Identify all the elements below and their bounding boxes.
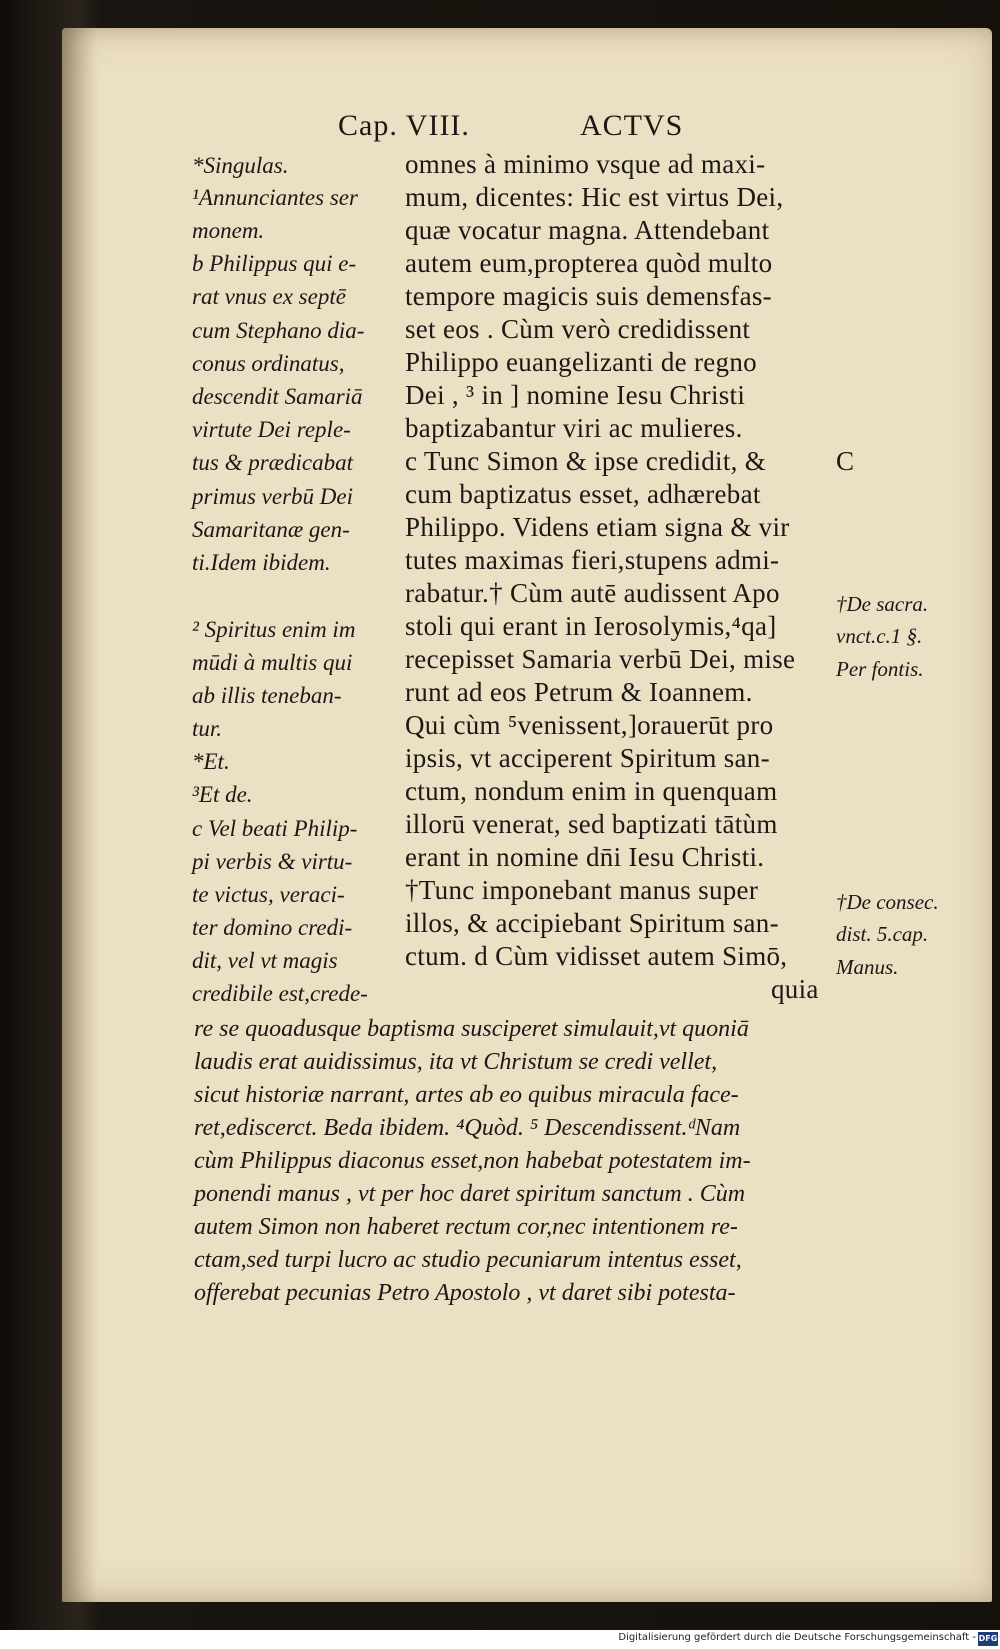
- footnote-line: ret,ediscerct. Beda ibidem. ⁴Quòd. ⁵ Descendissent.ᵈNam: [194, 1115, 741, 1141]
- cross-reference-note: Manus.: [836, 955, 899, 979]
- text-line: autem eum,propterea quòd multo: [405, 248, 773, 278]
- text-line: ctum. d Cùm vidisset autem Simō,: [405, 941, 788, 971]
- text-line: erant in nomine dn̄i Iesu Christi.: [405, 842, 765, 872]
- text-line: illos, & accipiebant Spiritum san-: [405, 908, 779, 938]
- text-line: set eos . Cùm verò credidissent: [405, 314, 751, 344]
- cross-reference-note: vnct.c.1 §.: [836, 624, 923, 648]
- margin-line: ter domino credi-: [192, 915, 353, 940]
- text-line: cum baptizatus esset, adhærebat: [405, 479, 761, 509]
- footnote-line: cùm Philippus diaconus esset,non habebat potestatem im-: [194, 1148, 751, 1174]
- margin-line: *Et.: [192, 749, 230, 774]
- margin-line: te victus, veraci-: [192, 882, 345, 907]
- text-line: tutes maximas fieri,stupens admi-: [405, 545, 780, 575]
- text-line: Philippo. Videns etiam signa & vir: [405, 512, 790, 542]
- marginal-letter-c: C: [836, 446, 855, 476]
- margin-line: descendit Samariā: [192, 384, 363, 409]
- footnote-line: re se quoadusque baptisma susciperet simulauit,vt quoniā: [194, 1016, 749, 1042]
- text-line: recepisset Samaria verbū Dei, mise: [405, 644, 796, 674]
- text-line: tempore magicis suis demensfas-: [405, 281, 772, 311]
- text-line: †Tunc imponebant manus super: [405, 875, 759, 905]
- book-title-heading: ACTVS: [580, 109, 684, 142]
- text-line: rabatur.† Cùm autē audissent Apo: [405, 578, 780, 608]
- margin-line: virtute Dei reple-: [192, 417, 351, 442]
- margin-line: cum Stephano dia-: [192, 318, 365, 343]
- margin-line: dit, vel vt magis: [192, 948, 338, 973]
- cross-reference-note: Per fontis.: [836, 657, 924, 681]
- margin-line: ti.Idem ibidem.: [192, 550, 331, 575]
- footnote-line: offerebat pecunias Petro Apostolo , vt daret sibi potesta-: [194, 1280, 736, 1306]
- margin-line: ¹Annunciantes ser: [192, 185, 358, 210]
- text-line: omnes à minimo vsque ad maxi-: [405, 149, 766, 179]
- footnote-line: sicut historiæ narrant, artes ab eo quibus miracula face-: [194, 1082, 739, 1108]
- text-line: c Tunc Simon & ipse credidit, &: [405, 446, 767, 476]
- margin-line: monem.: [192, 218, 265, 243]
- margin-line: Samaritanæ gen-: [192, 517, 350, 542]
- footnote-line: ponendi manus , vt per hoc daret spiritum sanctum . Cùm: [194, 1181, 746, 1207]
- text-line: ctum, nondum enim in quenquam: [405, 776, 778, 806]
- footnote-line: ctam,sed turpi lucro ac studio pecuniarum intentus esset,: [194, 1247, 742, 1273]
- text-line: Dei , ³ in ] nomine Iesu Christi: [405, 380, 746, 410]
- digitization-credit-bar: [0, 1630, 1000, 1649]
- chapter-heading: Cap. VIII.: [338, 109, 470, 142]
- margin-line: tur.: [192, 716, 223, 741]
- text-line: Qui cùm ⁵venissent,]orauerūt pro: [405, 710, 774, 740]
- text-line: Philippo euangelizanti de regno: [405, 347, 757, 377]
- margin-line: primus verbū Dei: [192, 484, 353, 509]
- text-line: quæ vocatur magna. Attendebant: [405, 215, 770, 245]
- margin-line: tus & prædicabat: [192, 450, 354, 475]
- margin-line: rat vnus ex septē: [192, 284, 346, 309]
- margin-line: credibile est,crede-: [192, 981, 368, 1006]
- margin-line: conus ordinatus,: [192, 351, 345, 376]
- dfg-logo: DFG: [978, 1632, 998, 1646]
- margin-line: c Vel beati Philip-: [192, 816, 358, 841]
- footnote-line: laudis erat auidissimus, ita vt Christum se credi vellet,: [194, 1049, 718, 1075]
- cross-reference-note: †De consec.: [836, 890, 939, 914]
- margin-line: pi verbis & virtu-: [192, 849, 353, 874]
- text-line: stoli qui erant in Ierosolymis,⁴qa]: [405, 611, 777, 641]
- cross-reference-note: †De sacra.: [836, 592, 929, 616]
- text-line: mum, dicentes: Hic est virtus Dei,: [405, 182, 784, 212]
- margin-line: ² Spiritus enim im: [192, 617, 356, 642]
- catchword: quia: [771, 974, 819, 1004]
- cross-reference-note: dist. 5.cap.: [836, 922, 929, 946]
- margin-line: *Singulas.: [192, 153, 289, 178]
- margin-line: ³Et de.: [192, 782, 253, 807]
- margin-line: b Philippus qui e-: [192, 251, 357, 276]
- text-line: baptizabantur viri ac mulieres.: [405, 413, 743, 443]
- funding-credit-text: Digitalisierung gefördert durch die Deutsche Forschungsgemeinschaft -: [618, 1632, 976, 1643]
- text-line: ipsis, vt acciperent Spiritum san-: [405, 743, 770, 773]
- margin-line: ab illis teneban-: [192, 683, 342, 708]
- margin-line: mūdi à multis qui: [192, 650, 353, 675]
- text-line: runt ad eos Petrum & Ioannem.: [405, 677, 753, 707]
- footnote-line: autem Simon non haberet rectum cor,nec intentionem re-: [194, 1214, 738, 1240]
- text-line: illorū venerat, sed baptizati tātùm: [405, 809, 778, 839]
